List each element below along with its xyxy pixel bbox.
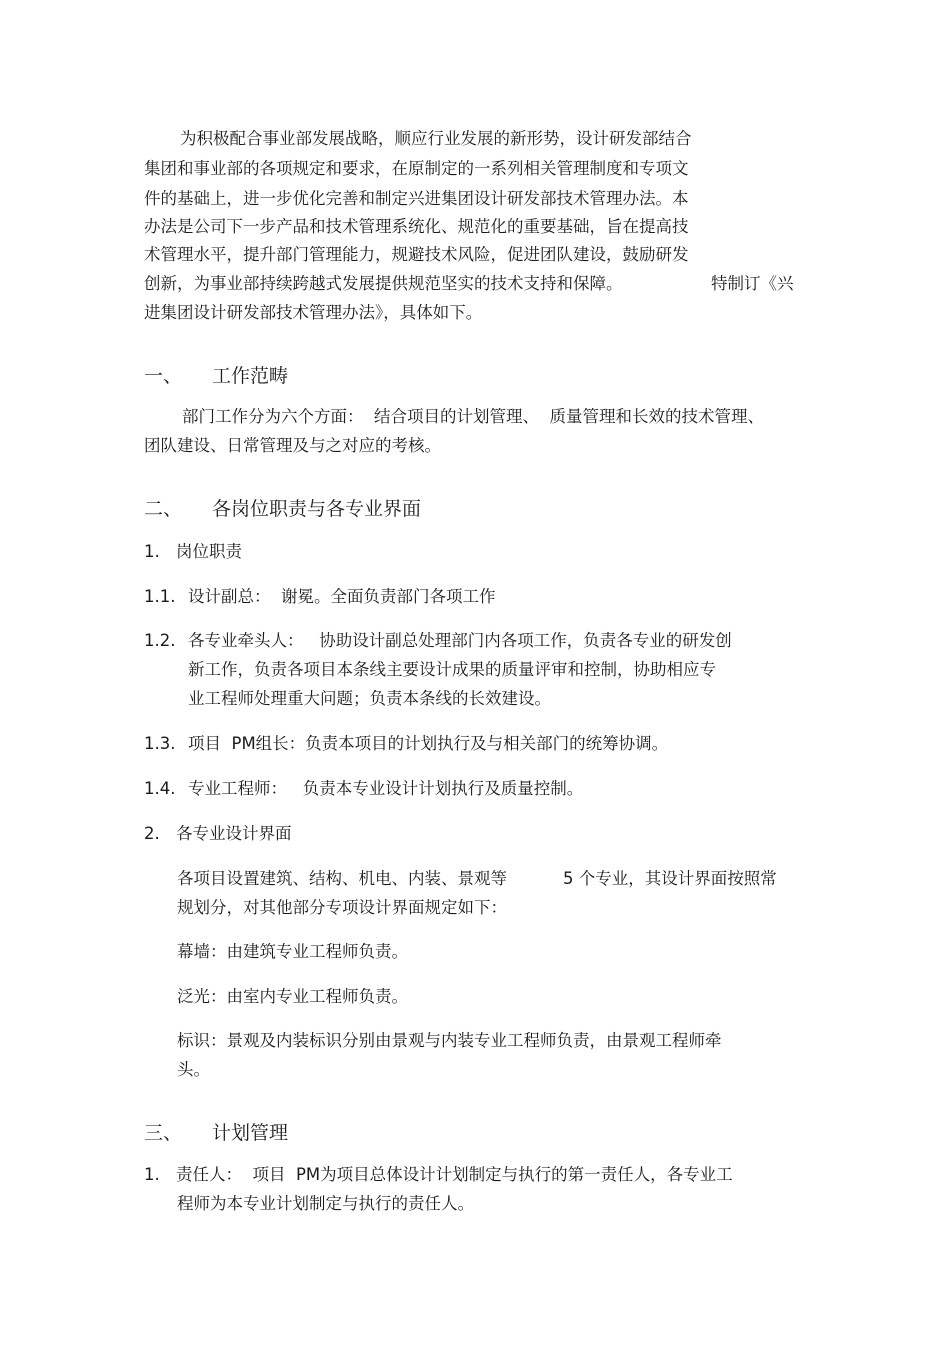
section-2-item-1-2-line-3: 业工程师处理重大问题；负责本条线的长效建设。 <box>188 689 551 708</box>
item-number: 1.2. <box>144 631 176 650</box>
section-2-item-1-4 <box>144 779 583 799</box>
item-number: 1.3. <box>144 734 176 753</box>
section-2-item-1-3 <box>144 734 668 754</box>
item-number: 1. <box>144 1165 160 1184</box>
section-2-paragraph-1a: 各项目设置建筑、结构、机电、内装、景观等 <box>177 869 507 888</box>
item-text: 设计副总： 谢冕。全面负责部门各项工作 <box>188 587 496 606</box>
section-2-item-1-2-line-2: 新工作，负责各项目本条线主要设计成果的质量评审和控制，协助相应专 <box>188 660 716 679</box>
section-2-paragraph-3: 幕墙：由建筑专业工程师负责。 <box>177 942 408 961</box>
section-3-number: 三、 <box>144 1122 183 1144</box>
section-2-item-1-2 <box>144 631 732 651</box>
item-number: 1.4. <box>144 779 176 798</box>
section-2-item-1-1 <box>144 587 496 607</box>
item-text: 项目 PM组长：负责本项目的计划执行及与相关部门的统筹协调。 <box>188 734 669 753</box>
item-text: 专业工程师： 负责本专业设计计划执行及质量控制。 <box>188 779 584 798</box>
item-text-line-1: 责任人： 项目 PM为项目总体设计计划制定与执行的第一责任人，各专业工 <box>176 1165 733 1184</box>
intro-line-3: 件的基础上，进一步优化完善和制定兴进集团设计研发部技术管理办法。本 <box>144 189 689 208</box>
section-2-item-1 <box>144 542 242 562</box>
intro-line-6b: 特制订《兴 <box>711 274 794 293</box>
section-3-heading <box>144 1121 288 1145</box>
section-1-title: 工作范畴 <box>212 365 289 387</box>
item-number: 1.1. <box>144 587 176 606</box>
section-2-paragraph-5b: 头。 <box>177 1060 210 1079</box>
section-2-item-2 <box>144 824 292 844</box>
section-1-paragraph-line-2: 团队建设、日常管理及与之对应的考核。 <box>144 436 441 455</box>
intro-line-5: 术管理水平，提升部门管理能力，规避技术风险，促进团队建设，鼓励研发 <box>144 245 689 264</box>
item-number: 1. <box>144 542 160 561</box>
section-2-heading <box>144 497 421 521</box>
section-2-paragraph-1b: 5 个专业，其设计界面按照常 <box>563 869 777 888</box>
section-2-paragraph-4: 泛光：由室内专业工程师负责。 <box>177 987 408 1006</box>
section-3-item-1-line-2: 程师为本专业计划制定与执行的责任人。 <box>177 1194 474 1213</box>
intro-line-4: 办法是公司下一步产品和技术管理系统化、规范化的重要基础，旨在提高技 <box>144 217 689 236</box>
section-3-item-1 <box>144 1165 733 1185</box>
intro-line-6a: 创新，为事业部持续跨越式发展提供规范坚实的技术支持和保障。 <box>144 274 623 293</box>
item-text: 岗位职责 <box>176 542 242 561</box>
section-1-number: 一、 <box>144 365 183 387</box>
section-2-paragraph-5a: 标识：景观及内装标识分别由景观与内装专业工程师负责，由景观工程师牵 <box>177 1031 722 1050</box>
intro-line-1: 为积极配合事业部发展战略，顺应行业发展的新形势，设计研发部结合 <box>180 129 692 148</box>
item-text-line-1: 各专业牵头人： 协助设计副总处理部门内各项工作，负责各专业的研发创 <box>188 631 732 650</box>
section-2-paragraph-2: 规划分，对其他部分专项设计界面规定如下： <box>177 898 507 917</box>
section-1-heading <box>144 364 288 388</box>
item-text: 各专业设计界面 <box>176 824 292 843</box>
intro-line-7: 进集团设计研发部技术管理办法》，具体如下。 <box>144 303 483 322</box>
item-number: 2. <box>144 824 160 843</box>
section-2-number: 二、 <box>144 498 183 520</box>
section-3-title: 计划管理 <box>212 1122 289 1144</box>
section-2-title: 各岗位职责与各专业界面 <box>212 498 422 520</box>
section-1-paragraph-line-1: 部门工作分为六个方面： 结合项目的计划管理、 质量管理和长效的技术管理、 <box>182 407 764 426</box>
intro-line-2: 集团和事业部的各项规定和要求，在原制定的一系列相关管理制度和专项文 <box>144 159 689 178</box>
